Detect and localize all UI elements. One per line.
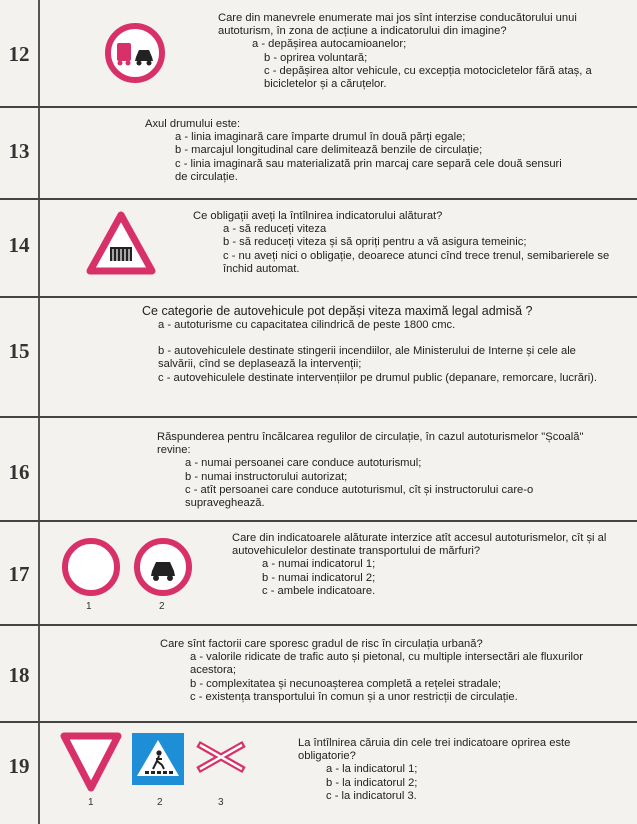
question-text: Care din indicatoarele alăturate interzice atît accesul autoturismelor, cît și al autovehiculelor destinate transportului de mărfuri?: [232, 532, 607, 558]
answer-b: b - marcajul longitudinal care delimitează benzile de circulație;: [175, 144, 483, 157]
sign-label-2: 2: [157, 797, 163, 808]
question-number: 19: [8, 754, 30, 778]
question-text-block: [142, 304, 607, 385]
answer-c: c - existența transportului în comun și a unor restricții de circulație.: [190, 690, 518, 703]
answer-b: b - numai indicatorul 2;: [262, 571, 376, 584]
question-text-block: [160, 638, 600, 704]
answer-a: a - numai indicatorul 1;: [262, 558, 376, 571]
question-text: Care din manevrele enumerate mai jos sînt interzise conducătorului unui autoturism, în zona de acțiune a indicatorului din imagine?: [218, 12, 577, 38]
answer-c: c - ambele indicatoare.: [262, 584, 376, 597]
answer-a: a - autoturisme cu capacitatea cilindrică de peste 1800 cmc.: [158, 319, 456, 331]
question-number: 18: [8, 663, 30, 687]
answer-a: a - depășirea autocamioanelor;: [252, 38, 407, 51]
answer-c: c - la indicatorul 3.: [326, 789, 417, 802]
answer-b: b - oprirea voluntară;: [264, 51, 368, 64]
answer-a: a - la indicatorul 1;: [326, 763, 418, 776]
question-number: 12: [8, 42, 30, 66]
question-12: [0, 0, 637, 107]
answer-a: a - să reduceți viteza: [223, 223, 327, 236]
answer-b: b - să reduceți viteza și să opriți pentru a vă asigura temeinic;: [223, 236, 527, 249]
answer-b: b - complexitatea și necunoașterea completă a rețelei stradale;: [190, 677, 501, 690]
question-text-block: [218, 12, 598, 91]
question-17: [0, 521, 637, 625]
sign-label-1: 1: [86, 601, 92, 612]
question-text: Care sînt factorii care sporesc gradul de risc în circulația urbană?: [160, 638, 483, 650]
answer-c: c - atît persoanei care conduce autoturismul, cît și instructorului care-o supraveghează.: [185, 483, 534, 510]
railway-crossing-cross-sign: [194, 740, 248, 774]
no-motor-vehicles-sign: [132, 536, 194, 598]
answer-a: a - valorile ridicate de trafic auto și pietonal, cu multiple intersectări ale fluxurilor acestora;: [190, 651, 583, 677]
level-crossing-with-barrier-sign: [86, 211, 156, 275]
question-number: 15: [8, 339, 30, 363]
question-14: [0, 199, 637, 297]
question-13: [0, 107, 637, 199]
question-text: La întîlnirea căruia din cele trei indicatoare oprirea este obligatorie?: [298, 737, 571, 763]
sign-label-3: 3: [218, 797, 224, 808]
answer-c: c - autovehiculele destinate intervențiilor pe drumul public (depanare, remorcare, lucrări).: [158, 371, 598, 384]
question-number: 13: [8, 139, 30, 163]
answer-a: a - linia imaginară care împarte drumul în două părți egale;: [175, 131, 466, 144]
answer-b: b - numai instructorului autorizat;: [185, 470, 348, 483]
answer-c: c - depășirea altor vehicule, cu excepția motocicletelor fără ataș, a bicicletelor și a căruțelor.: [264, 64, 592, 91]
question-18: [0, 625, 637, 722]
answer-b: b - autovehiculele destinate stingerii incendiilor, ale Ministerului de Interne și cele ale salvării, cînd se deplasează la intervenții;: [158, 345, 576, 371]
question-text-block: [232, 532, 607, 598]
question-text: Răspunderea pentru încălcarea regulilor de circulație, în cazul autoturismelor "Școală" revine:: [157, 431, 584, 457]
question-text-block: [193, 210, 613, 276]
answer-b: b - la indicatorul 2;: [326, 776, 418, 789]
question-text-block: [157, 431, 602, 510]
no-vehicles-sign: [60, 536, 122, 598]
give-way-sign: [60, 730, 122, 792]
question-number: 17: [8, 562, 30, 586]
pedestrian-crossing-sign: [131, 732, 185, 786]
question-number: 16: [8, 460, 30, 484]
question-19: [0, 722, 637, 824]
question-15: [0, 297, 637, 417]
answer-a: a - numai persoanei care conduce autoturismul;: [185, 457, 422, 470]
no-overtaking-trucks-sign: [103, 21, 167, 85]
question-16: [0, 417, 637, 521]
question-text-block: [298, 737, 598, 803]
question-text: Ce categorie de autovehicule pot depăși viteza maximă legal admisă ?: [142, 304, 533, 318]
answer-c: c - nu aveți nici o obligație, deoarece atunci cînd trece trenul, semibarierele se închid automat.: [223, 249, 610, 275]
question-text-block: [145, 118, 575, 184]
sign-label-2: 2: [159, 601, 165, 612]
question-text: Ce obligații aveți la întîlnirea indicatorului alăturat?: [193, 210, 443, 222]
question-text: Axul drumului este:: [145, 118, 241, 130]
sign-label-1: 1: [88, 797, 94, 808]
question-number: 14: [8, 233, 30, 257]
answer-c: c - linia imaginară sau materializată prin marcaj care separă cele două sensuri de circulație.: [175, 157, 562, 183]
